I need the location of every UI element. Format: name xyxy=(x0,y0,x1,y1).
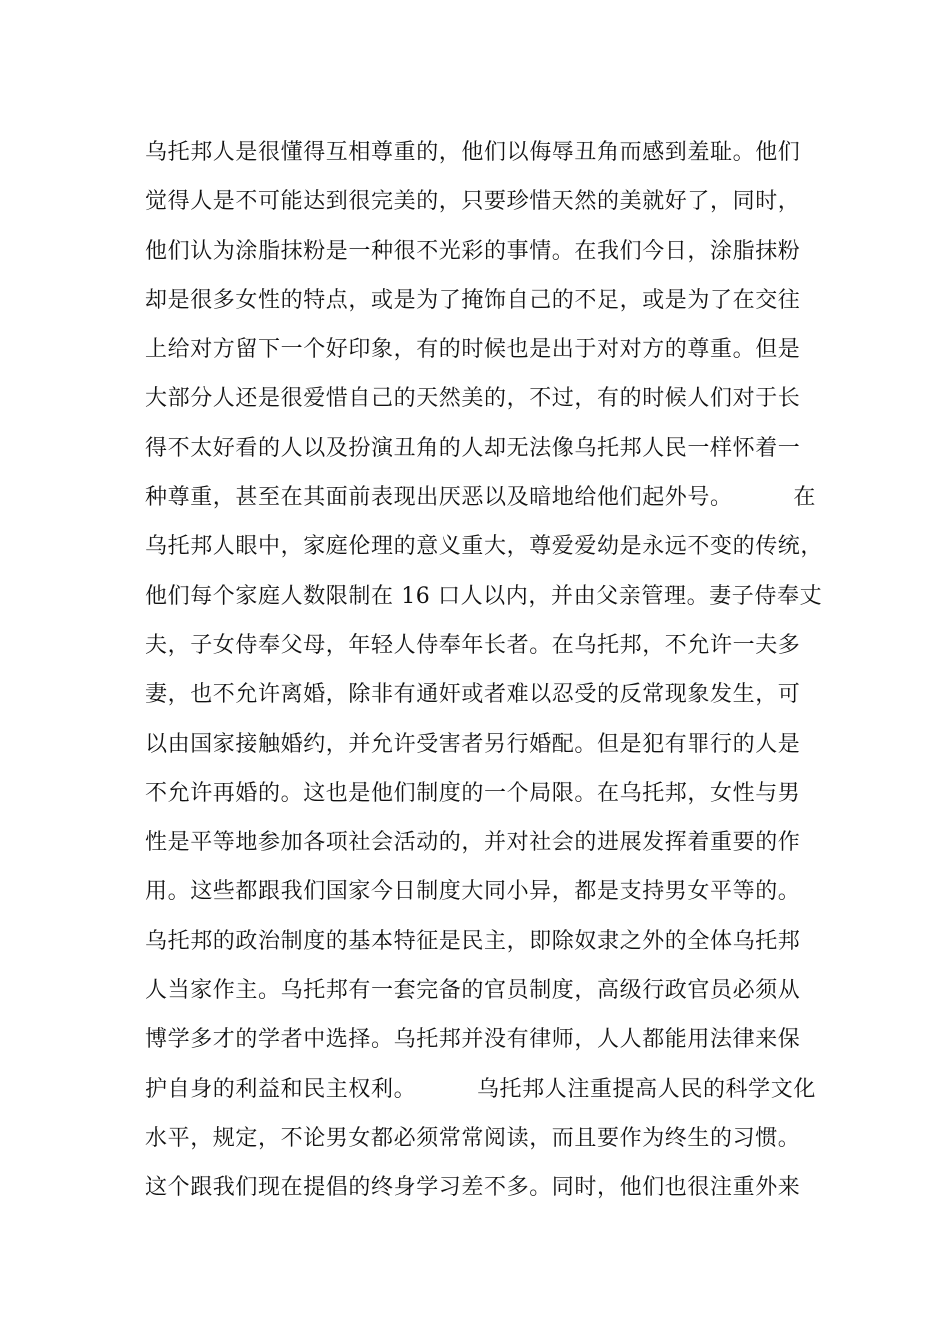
text-line: 他们认为涂脂抹粉是一种很不光彩的事情。在我们今日，涂脂抹粉 xyxy=(145,238,801,264)
text-line: 这个跟我们现在提倡的终身学习差不多。同时，他们也很注重外来 xyxy=(145,1175,801,1201)
body-text xyxy=(145,133,824,1218)
text-line: 性是平等地参加各项社会活动的，并对社会的进展发挥着重要的作 xyxy=(145,830,801,856)
text-line: 他们每个家庭人数限制在 16 口人以内，并由父亲管理。妻子侍奉丈 xyxy=(145,583,823,609)
text-line: 人当家作主。乌托邦有一套完备的官员制度，高级行政官员必须从 xyxy=(145,978,801,1004)
text-line: 却是很多女性的特点，或是为了掩饰自己的不足，或是为了在交往 xyxy=(145,287,801,313)
text-line: 种尊重，甚至在其面前表现出厌恶以及暗地给他们起外号。 在 xyxy=(145,485,816,511)
text-line: 不允许再婚的。这也是他们制度的一个局限。在乌托邦，女性与男 xyxy=(145,780,801,806)
text-line: 得不太好看的人以及扮演丑角的人却无法像乌托邦人民一样怀着一 xyxy=(145,435,801,461)
text-line: 博学多才的学者中选择。乌托邦并没有律师，人人都能用法律来保 xyxy=(145,1027,801,1053)
text-line: 觉得人是不可能达到很完美的，只要珍惜天然的美就好了，同时， xyxy=(145,189,801,215)
text-line: 乌托邦人眼中，家庭伦理的意义重大，尊爱爱幼是永远不变的传统， xyxy=(145,534,824,560)
text-line: 夫，子女侍奉父母，年轻人侍奉年长者。在乌托邦，不允许一夫多 xyxy=(145,632,801,658)
text-line: 水平，规定，不论男女都必须常常阅读，而且要作为终生的习惯。 xyxy=(145,1125,801,1151)
text-line: 用。这些都跟我们国家今日制度大同小异，都是支持男女平等的。 xyxy=(145,879,801,905)
text-line: 以由国家接触婚约，并允许受害者另行婚配。但是犯有罪行的人是 xyxy=(145,731,801,757)
text-line: 乌托邦人是很懂得互相尊重的，他们以侮辱丑角而感到羞耻。他们 xyxy=(145,140,801,165)
text-line: 妻，也不允许离婚，除非有通奸或者难以忍受的反常现象发生，可 xyxy=(145,682,801,708)
text-line: 护自身的利益和民主权利。 乌托邦人注重提高人民的科学文化 xyxy=(145,1076,816,1102)
text-line: 大部分人还是很爱惜自己的天然美的，不过，有的时候人们对于长 xyxy=(145,386,801,412)
text-line: 乌托邦的政治制度的基本特征是民主，即除奴隶之外的全体乌托邦 xyxy=(145,928,801,954)
text-line: 上给对方留下一个好印象，有的时候也是出于对对方的尊重。但是 xyxy=(145,337,801,363)
